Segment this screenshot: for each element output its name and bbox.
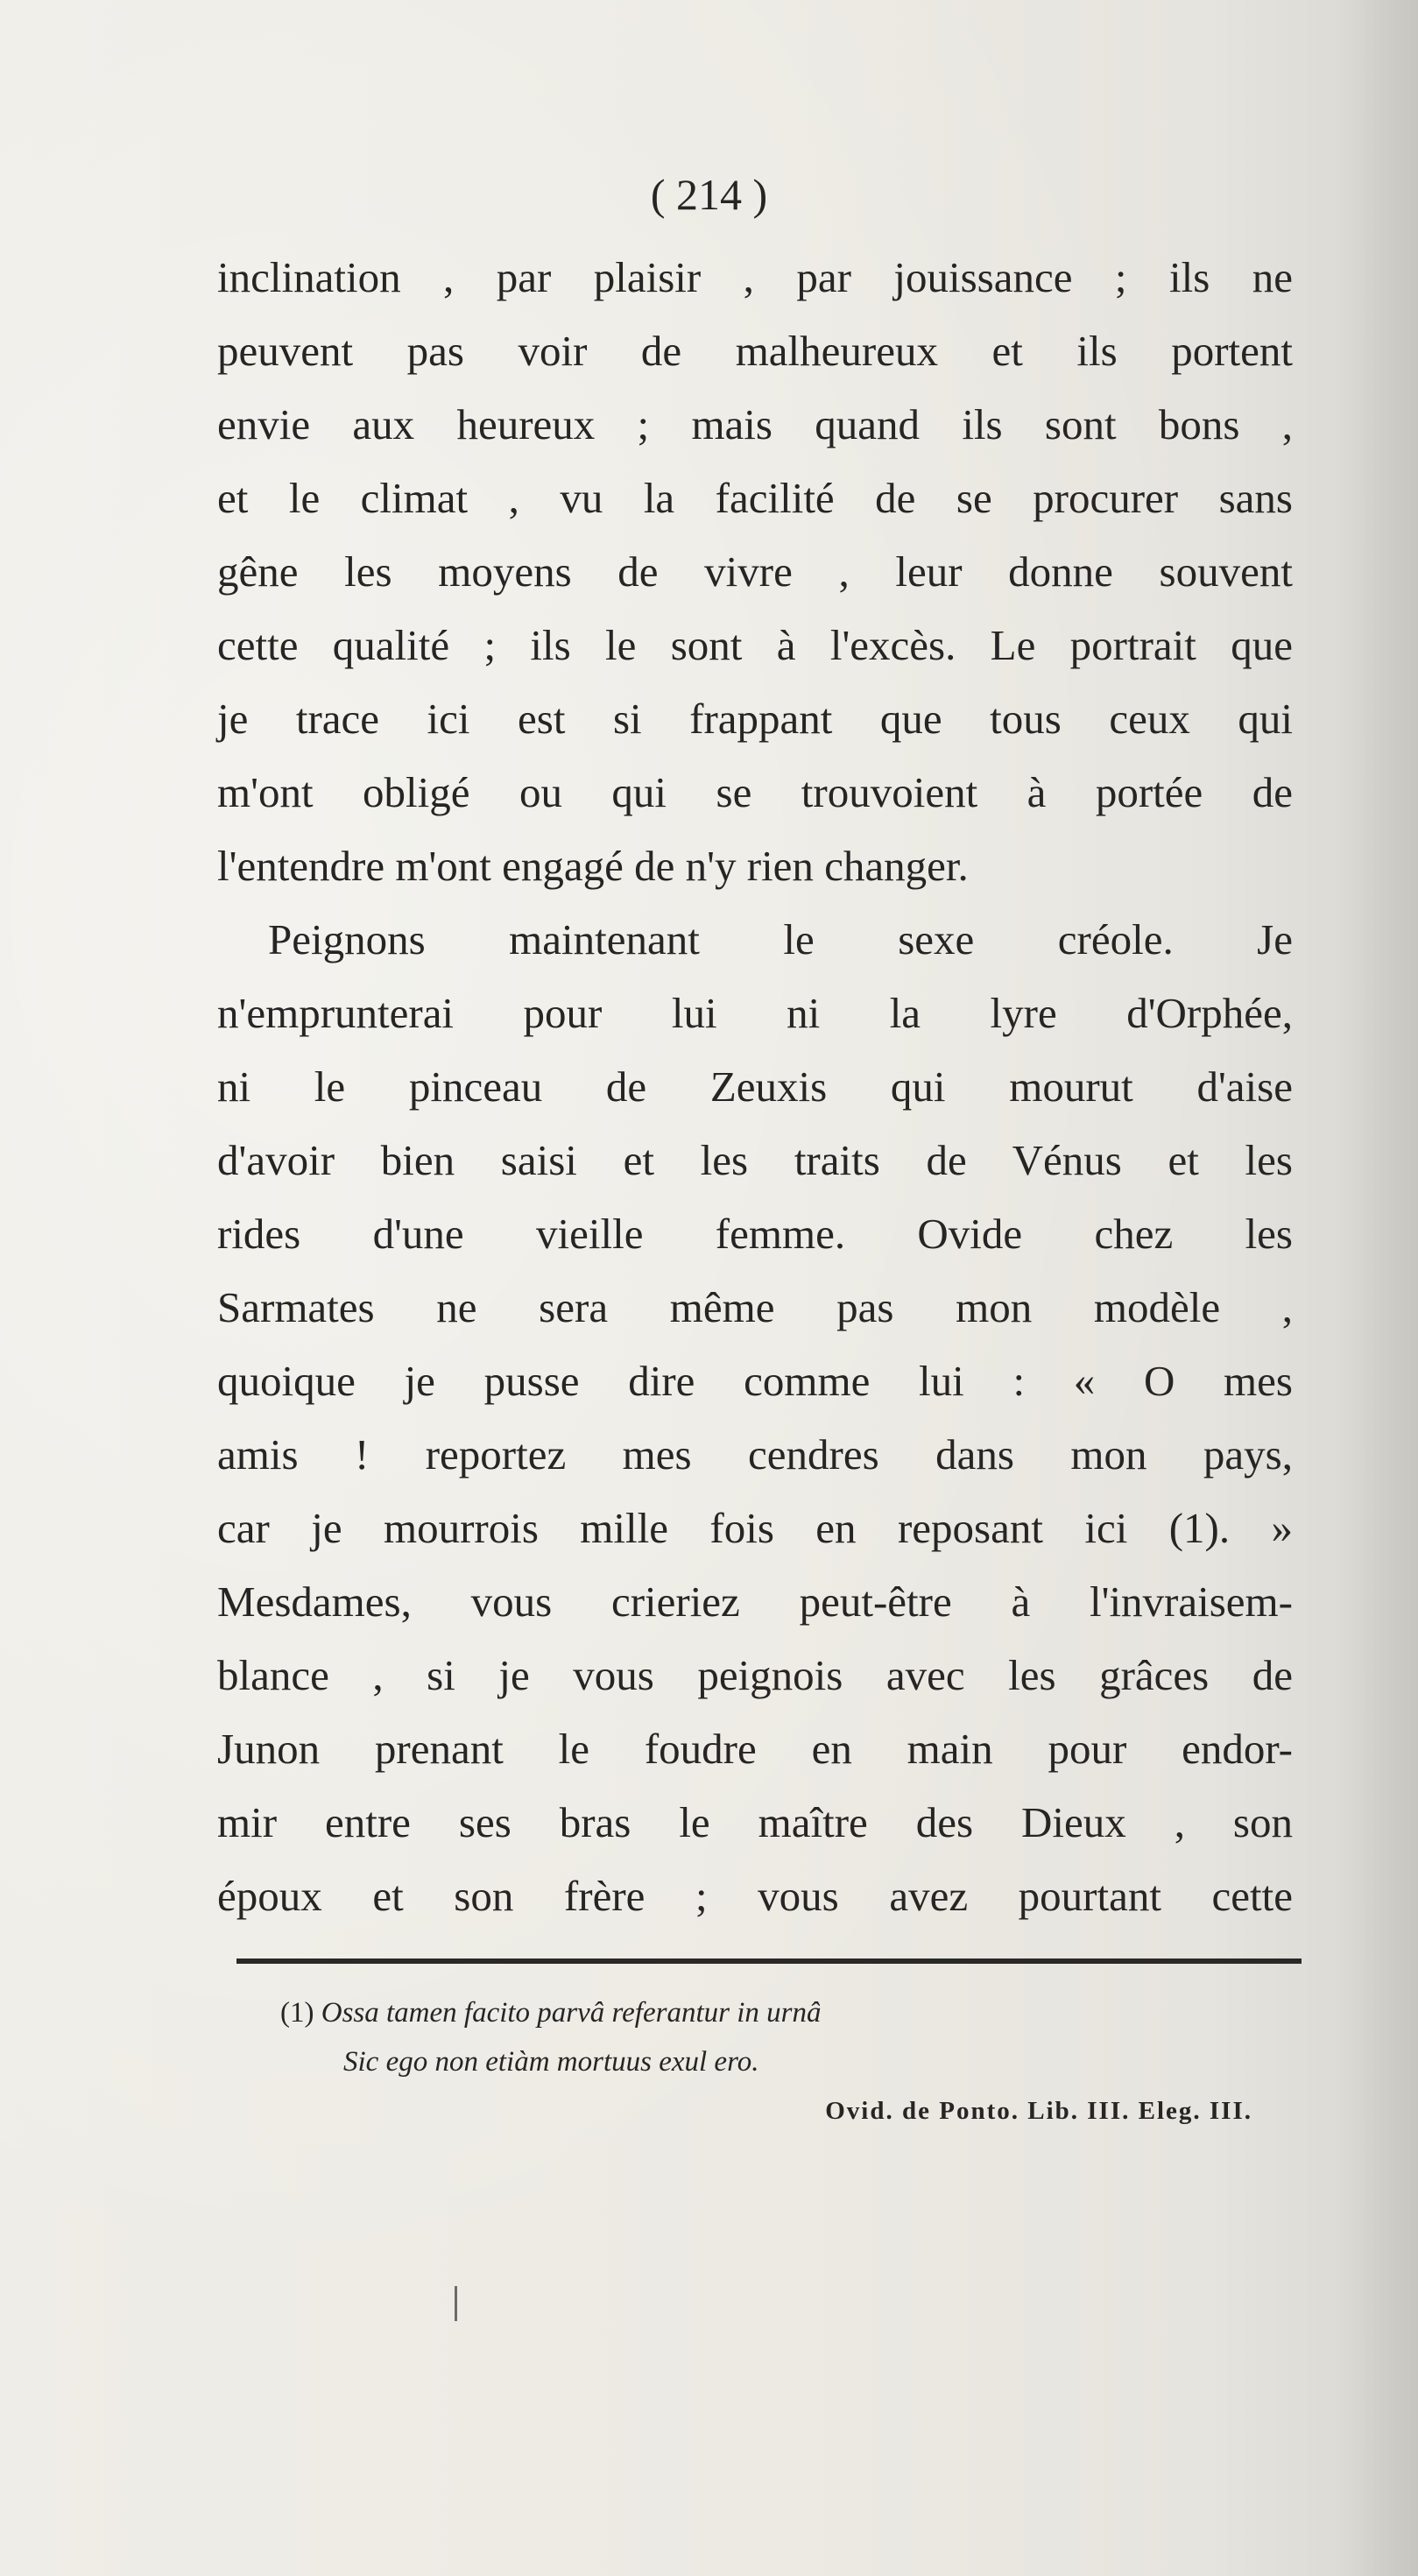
text-line: n'emprunterai pour lui ni la lyre d'Orphée, [217,989,1293,1037]
text-line: amis ! reportez mes cendres dans mon pays, [217,1430,1293,1479]
text-line: l'entendre m'ont engagé de n'y rien changer. [217,842,969,890]
text-line: envie aux heureux ; mais quand ils sont bons , [217,400,1293,448]
footnote-divider [236,1958,1302,1964]
text-line: et le climat , vu la facilité de se procurer sans [217,474,1293,522]
text-line: ni le pinceau de Zeuxis qui mourut d'aise [217,1062,1293,1111]
text-line: m'ont obligé ou qui se trouvoient à portée de [217,768,1293,816]
footnote-latin-verse: Ossa tamen facito parvâ referantur in urnâ [321,1997,822,2029]
text-line: blance , si je vous peignois avec les grâces de [217,1651,1293,1699]
text-line: d'avoir bien saisi et les traits de Vénus et les [217,1136,1293,1184]
text-line: Peignons maintenant le sexe créole. Je [268,915,1293,963]
footnote-citation: Ovid. de Ponto. Lib. III. Eleg. III. [825,2097,1252,2125]
text-line: mir entre ses bras le maître des Dieux , son [217,1798,1293,1846]
text-line: Sarmates ne sera même pas mon modèle , [217,1283,1293,1331]
text-line: rides d'une vieille femme. Ovide chez les [217,1210,1293,1258]
text-line: Mesdames, vous crieriez peut-être à l'invraisem- [217,1577,1293,1626]
footnote-latin-verse: Sic ego non etiàm mortuus exul ero. [343,2046,759,2078]
text-line: je trace ici est si frappant que tous ceux qui [217,695,1293,743]
text-line: gêne les moyens de vivre , leur donne souvent [217,547,1293,596]
text-line: époux et son frère ; vous avez pourtant cette [217,1872,1293,1920]
footnote-line [280,1988,1252,2037]
page-gutter-shadow [1339,0,1418,2576]
text-line: peuvent pas voir de malheureux et ils portent [217,327,1293,375]
footnote [280,1988,1252,2135]
text-line: cette qualité ; ils le sont à l'excès. Le portrait que [217,621,1293,669]
body-text [217,241,1293,1933]
footnote-marker: (1) [280,1997,314,2029]
ink-mark [455,2286,457,2321]
page-number: ( 214 ) [650,170,768,219]
text-line: Junon prenant le foudre en main pour endor- [217,1725,1293,1773]
text-line: car je mourrois mille fois en reposant ici (1). » [217,1504,1293,1552]
text-line: inclination , par plaisir , par jouissance ; ils ne [217,253,1293,301]
text-line: quoique je pusse dire comme lui : « O mes [217,1357,1293,1405]
